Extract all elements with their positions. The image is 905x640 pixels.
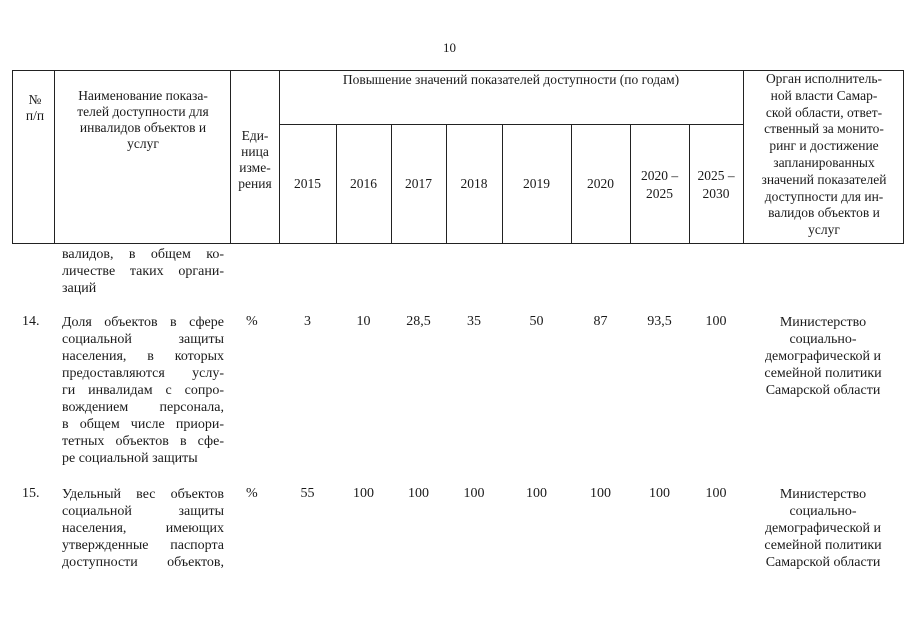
year-header: 2016 (350, 176, 377, 191)
row-number: 15. (22, 486, 40, 501)
header-num: № п/п (25, 92, 45, 123)
year-header: 2015 (294, 176, 321, 191)
row-org: Министерство социально- демографической и семейной политики Самарской области (764, 315, 882, 398)
header-name: Наименование показа- телей доступности для инвалидов объектов и услуг (77, 88, 209, 151)
row-org: Министерство социально- демографической и семейной политики Самарской области (764, 487, 882, 570)
year-header: 2017 (405, 176, 432, 191)
value-cell: 28,5 (406, 314, 431, 329)
value-cell: 35 (467, 314, 481, 329)
value-cell: 87 (593, 314, 608, 329)
row-name: Доля объектов в сфере социальной защиты населения, в которых предоставляются услу- ги инвалидам с сопро- вождением персонала, в общем числе приори- тетных объектов в сфе- ре социальной защиты (62, 315, 224, 466)
value-cell: 100 (408, 486, 429, 501)
value-cell: 100 (526, 486, 547, 501)
page-number: 10 (443, 40, 456, 55)
year-header: 2025 – 2030 (697, 168, 735, 201)
value-cell: 3 (304, 314, 311, 329)
value-cell: 55 (300, 486, 315, 501)
value-cell: 100 (463, 486, 485, 501)
header-increase: Повышение значений показателей доступности (по годам) (342, 72, 680, 87)
header-org: Орган исполнитель- ной власти Самар- ской области, ответ- ственный за монито- ринг и достижение запланированных значений показателей доступности для ин- валидов объектов и услуг (761, 71, 887, 238)
value-cell: 100 (590, 486, 611, 501)
year-header: 2019 (523, 176, 550, 191)
value-cell: 93,5 (647, 314, 672, 329)
header-unit: Еди- ница изме- рения (238, 128, 272, 191)
column-divider (743, 70, 744, 244)
value-cell: 100 (649, 486, 670, 501)
year-header: 2018 (460, 176, 488, 191)
row-name: Удельный вес объектов социальной защиты населения, имеющих утвержденные паспорта доступности объектов, (62, 487, 224, 570)
row-unit: % (246, 486, 258, 501)
value-cell: 100 (353, 486, 374, 501)
year-header: 2020 – 2025 (640, 168, 679, 201)
row-unit: % (246, 314, 258, 329)
column-divider (279, 70, 280, 244)
value-cell: 100 (705, 486, 727, 501)
year-header: 2020 (587, 176, 614, 191)
value-cell: 100 (705, 314, 727, 329)
column-divider (230, 70, 231, 244)
row-number: 14. (22, 314, 40, 329)
value-cell: 10 (356, 314, 371, 329)
column-divider (54, 70, 55, 244)
continuation-text: валидов, в общем ко- личестве таких органи- заций (62, 247, 224, 296)
value-cell: 50 (529, 314, 544, 329)
year-header-divider (279, 124, 743, 125)
